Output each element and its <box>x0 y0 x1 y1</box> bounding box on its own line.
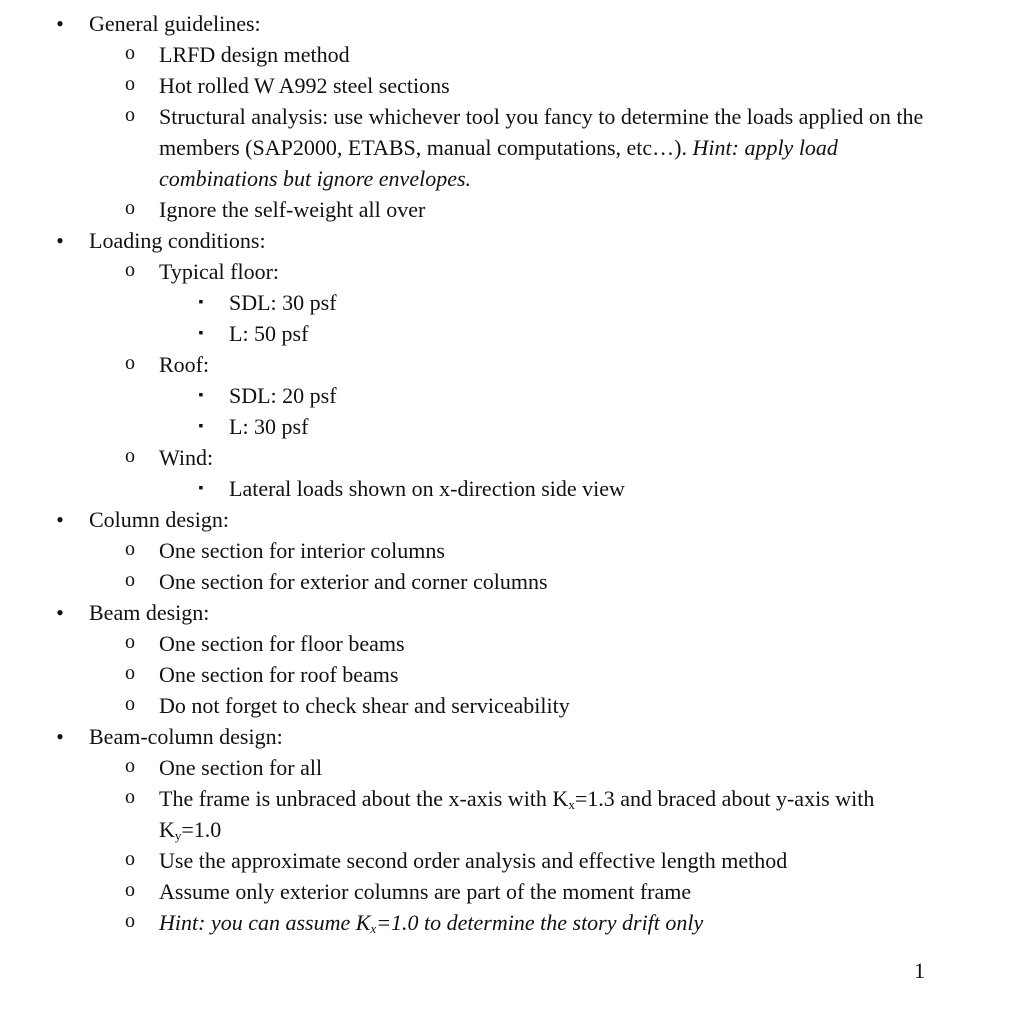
list-item-roof <box>0 349 1024 380</box>
section-column-design <box>0 504 1024 535</box>
list-item-text: One section for exterior and corner columns <box>159 569 548 594</box>
list-item-text: Hot rolled W A992 steel sections <box>159 73 450 98</box>
section-beam-design <box>0 597 1024 628</box>
subscript-y: y <box>174 828 182 843</box>
section-heading: Column design: <box>89 507 229 532</box>
section-heading: Loading conditions: <box>89 228 266 253</box>
bullet-square: ▪ <box>198 419 204 434</box>
bullet-circle: o <box>125 662 135 684</box>
list-item <box>0 659 1024 690</box>
list-item <box>0 628 1024 659</box>
list-item <box>0 566 1024 597</box>
list-item <box>0 194 1024 225</box>
page-number: 1 <box>914 958 925 983</box>
bullet-circle: o <box>125 197 135 219</box>
section-heading: General guidelines: <box>89 11 261 36</box>
hint-text-part: =1.0 to determine the story drift only <box>376 910 704 935</box>
bullet-circle: o <box>125 879 135 901</box>
sub-list-item <box>0 318 1024 349</box>
list-item-text: Do not forget to check shear and serviceability <box>159 693 570 718</box>
bullet-square: ▪ <box>198 326 204 341</box>
bullet-square: ▪ <box>198 388 204 403</box>
bullet-circle: o <box>125 42 135 64</box>
bullet-circle: o <box>125 352 135 374</box>
list-item-structural-analysis <box>0 101 1024 194</box>
list-item <box>0 876 1024 907</box>
list-item <box>0 39 1024 70</box>
sub-list-item <box>0 380 1024 411</box>
bullet-circle: o <box>125 259 135 281</box>
list-item-text: =1.0 <box>181 817 222 842</box>
list-item <box>0 752 1024 783</box>
hint-text-part: Hint: you can assume K <box>159 910 371 935</box>
subscript-x: x <box>568 797 575 812</box>
list-item-text: One section for all <box>159 755 323 780</box>
list-item-text: One section for floor beams <box>159 631 405 656</box>
bullet-circle: o <box>125 569 135 591</box>
list-item-text: Ignore the self-weight all over <box>159 197 426 222</box>
bullet-circle: o <box>125 910 135 932</box>
sub-list-item-text: Lateral loads shown on x-direction side view <box>229 476 625 501</box>
bullet-circle: o <box>125 693 135 715</box>
list-item <box>0 690 1024 721</box>
list-item-text: The frame is unbraced about the x-axis with K <box>159 786 569 811</box>
bullet-circle: o <box>125 755 135 777</box>
sub-list-item-text: SDL: 30 psf <box>229 290 337 315</box>
sub-list-item-text: SDL: 20 psf <box>229 383 337 408</box>
bullet-circle: o <box>125 445 135 467</box>
hint-text <box>159 910 703 935</box>
list-item-frame-bracing <box>0 783 1024 845</box>
subscript-x: x <box>370 921 377 936</box>
section-loading-conditions <box>0 225 1024 256</box>
bullet-disc: • <box>56 724 64 749</box>
list-item-text: One section for interior columns <box>159 538 445 563</box>
section-general-guidelines <box>0 8 1024 39</box>
list-item-hint <box>0 907 1024 938</box>
bullet-disc: • <box>56 507 64 532</box>
list-item-text: Wind: <box>159 445 214 470</box>
list-item-text: Roof: <box>159 352 210 377</box>
bullet-circle: o <box>125 786 135 808</box>
sub-list-item-text: L: 30 psf <box>229 414 309 439</box>
section-heading: Beam-column design: <box>89 724 283 749</box>
bullet-circle: o <box>125 631 135 653</box>
list-item <box>0 845 1024 876</box>
list-item-text: One section for roof beams <box>159 662 399 687</box>
list-item-text: Structural analysis: use whichever tool you fancy to determine the loads applied on the members (SAP2000, ETABS, manual computations, etc…). <box>159 104 924 160</box>
bullet-disc: • <box>56 228 64 253</box>
list-item-wind <box>0 442 1024 473</box>
list-item <box>0 70 1024 101</box>
list-item <box>0 535 1024 566</box>
bullet-circle: o <box>125 538 135 560</box>
document-body <box>0 8 1024 938</box>
list-item-typical-floor <box>0 256 1024 287</box>
list-item-text: Use the approximate second order analysis and effective length method <box>159 848 788 873</box>
hint-text: Hint: apply load combinations but ignore envelopes. <box>159 135 838 191</box>
list-item-text: Assume only exterior columns are part of the moment frame <box>159 879 692 904</box>
bullet-square: ▪ <box>198 481 204 496</box>
bullet-circle: o <box>125 104 135 126</box>
sub-list-item <box>0 473 1024 504</box>
bullet-square: ▪ <box>198 295 204 310</box>
list-item-text: Typical floor: <box>159 259 280 284</box>
bullet-disc: • <box>56 600 64 625</box>
sub-list-item <box>0 287 1024 318</box>
list-item-text: LRFD design method <box>159 42 350 67</box>
bullet-circle: o <box>125 848 135 870</box>
section-heading: Beam design: <box>89 600 210 625</box>
section-beam-column-design <box>0 721 1024 752</box>
list-item-text: =1.3 and braced about y-axis with K <box>159 786 875 842</box>
sub-list-item-text: L: 50 psf <box>229 321 309 346</box>
bullet-disc: • <box>56 11 64 36</box>
bullet-circle: o <box>125 73 135 95</box>
sub-list-item <box>0 411 1024 442</box>
